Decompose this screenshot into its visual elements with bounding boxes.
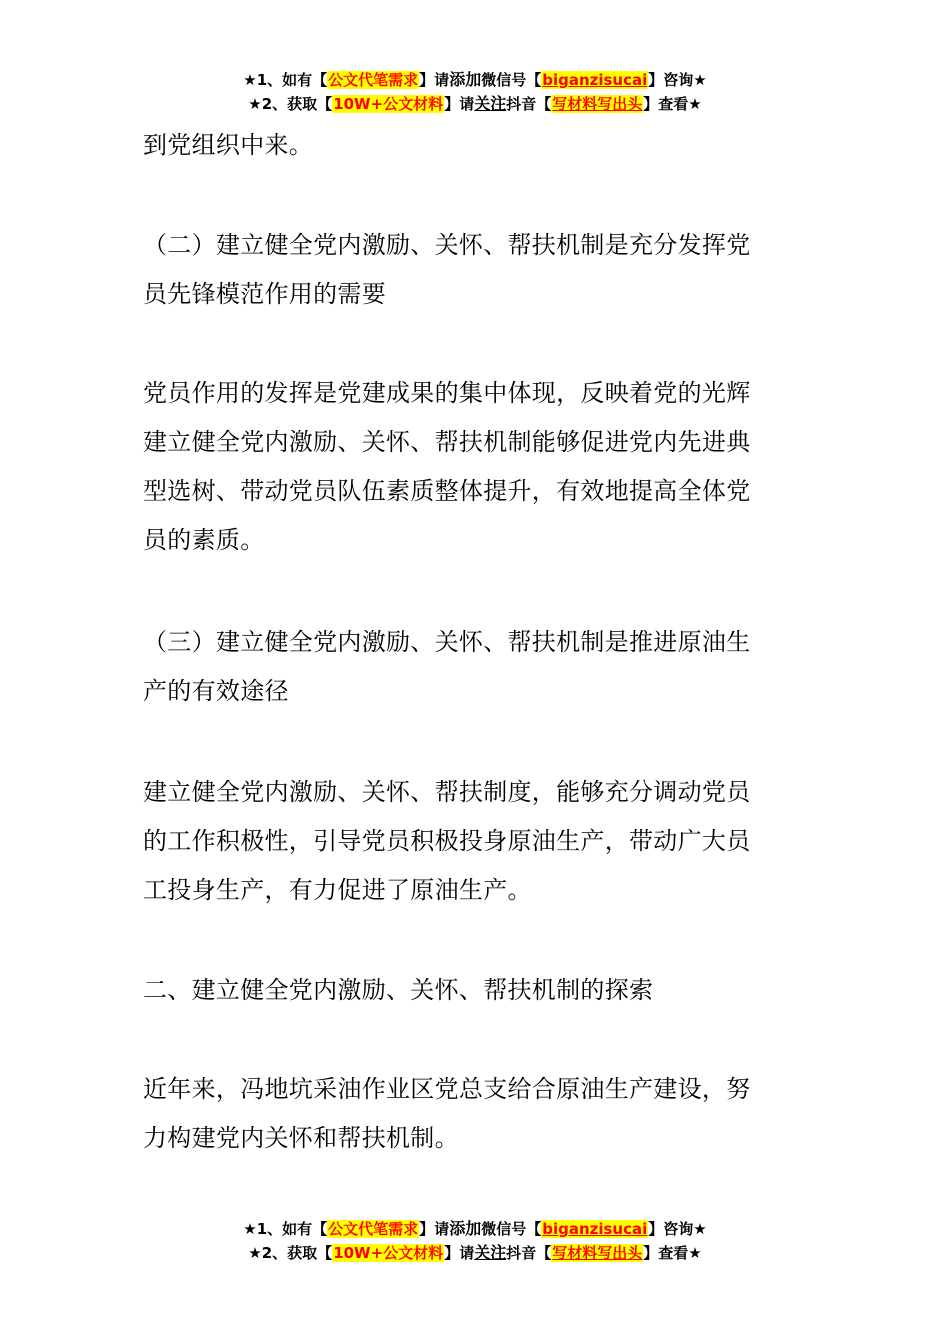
section-heading-2: [143, 221, 807, 319]
banner-text: 】请: [419, 71, 450, 89]
banner-line-2: [0, 1241, 950, 1265]
banner-text: 】请: [444, 95, 475, 113]
section-heading-3: [143, 618, 807, 716]
banner-emphasis: 关注: [474, 94, 507, 113]
banner-line-2: [0, 92, 950, 116]
banner-emphasis: 关注: [474, 1243, 507, 1262]
banner-text: 微信号【: [481, 1220, 542, 1238]
text-line: 力构建党内关怀和帮扶机制。: [143, 1124, 459, 1152]
text-line: （二）建立健全党内激励、关怀、帮扶机制是充分发挥党: [143, 231, 751, 259]
text-line: 建立健全党内激励、关怀、帮扶机制能够促进党内先进典: [143, 428, 751, 456]
paragraph-production: [143, 768, 807, 915]
banner-text: 】查看★: [643, 95, 702, 113]
banner-text: 】请: [444, 1244, 475, 1262]
banner-line-1: [0, 1217, 950, 1241]
section-heading-two: [143, 966, 807, 1015]
text-line: 近年来，冯地坑采油作业区党总支给合原油生产建设，努: [143, 1075, 751, 1103]
banner-emphasis: 添加: [449, 1219, 482, 1238]
banner-text: 】咨询★: [648, 1220, 707, 1238]
text-line: 的工作积极性，引导党员积极投身原油生产，带动广大员: [143, 827, 751, 855]
banner-highlight-service: 公文代笔需求: [328, 71, 419, 89]
text-line: 型选树、带动党员队伍素质整体提升，有效地提高全体党: [143, 477, 751, 505]
banner-text: 】查看★: [643, 1244, 702, 1262]
text-line: 建立健全党内激励、关怀、帮扶制度，能够充分调动党员: [143, 778, 751, 806]
banner-text: ★1、如有【: [243, 1220, 328, 1238]
paragraph-recent-years: [143, 1065, 807, 1163]
banner-text: 】请: [419, 1220, 450, 1238]
banner-text: ★1、如有【: [243, 71, 328, 89]
text-line: （三）建立健全党内激励、关怀、帮扶机制是推进原油生: [143, 628, 751, 656]
text-line: 党员作用的发挥是党建成果的集中体现，反映着党的光辉: [143, 379, 751, 407]
footer-banner: [0, 1217, 950, 1265]
header-banner: [0, 68, 950, 116]
banner-emphasis: 添加: [449, 70, 482, 89]
banner-text: 微信号【: [481, 71, 542, 89]
banner-wechat-id[interactable]: biganzisucai: [542, 71, 648, 89]
banner-wechat-id[interactable]: biganzisucai: [542, 1220, 648, 1238]
banner-text: 】咨询★: [648, 71, 707, 89]
paragraph-continuation: [143, 121, 807, 170]
banner-line-1: [0, 68, 950, 92]
text-line: 产的有效途径: [143, 677, 289, 705]
banner-highlight-materials: 10W+公文材料: [333, 95, 444, 113]
banner-text: 抖音【: [506, 1244, 552, 1262]
text-line: 到党组织中来。: [143, 131, 314, 159]
banner-douyin-account[interactable]: 写材料写出头: [552, 95, 643, 113]
text-line: 员先锋模范作用的需要: [143, 280, 386, 308]
banner-douyin-account[interactable]: 写材料写出头: [552, 1244, 643, 1262]
text-line: 员的素质。: [143, 526, 265, 554]
paragraph-party-role: [143, 369, 807, 565]
banner-text: ★2、获取【: [248, 95, 333, 113]
text-line: 二、建立健全党内激励、关怀、帮扶机制的探索: [143, 976, 654, 1004]
banner-highlight-service: 公文代笔需求: [328, 1220, 419, 1238]
banner-text: 抖音【: [506, 95, 552, 113]
banner-text: ★2、获取【: [248, 1244, 333, 1262]
text-line: 工投身生产，有力促进了原油生产。: [143, 876, 532, 904]
banner-highlight-materials: 10W+公文材料: [333, 1244, 444, 1262]
